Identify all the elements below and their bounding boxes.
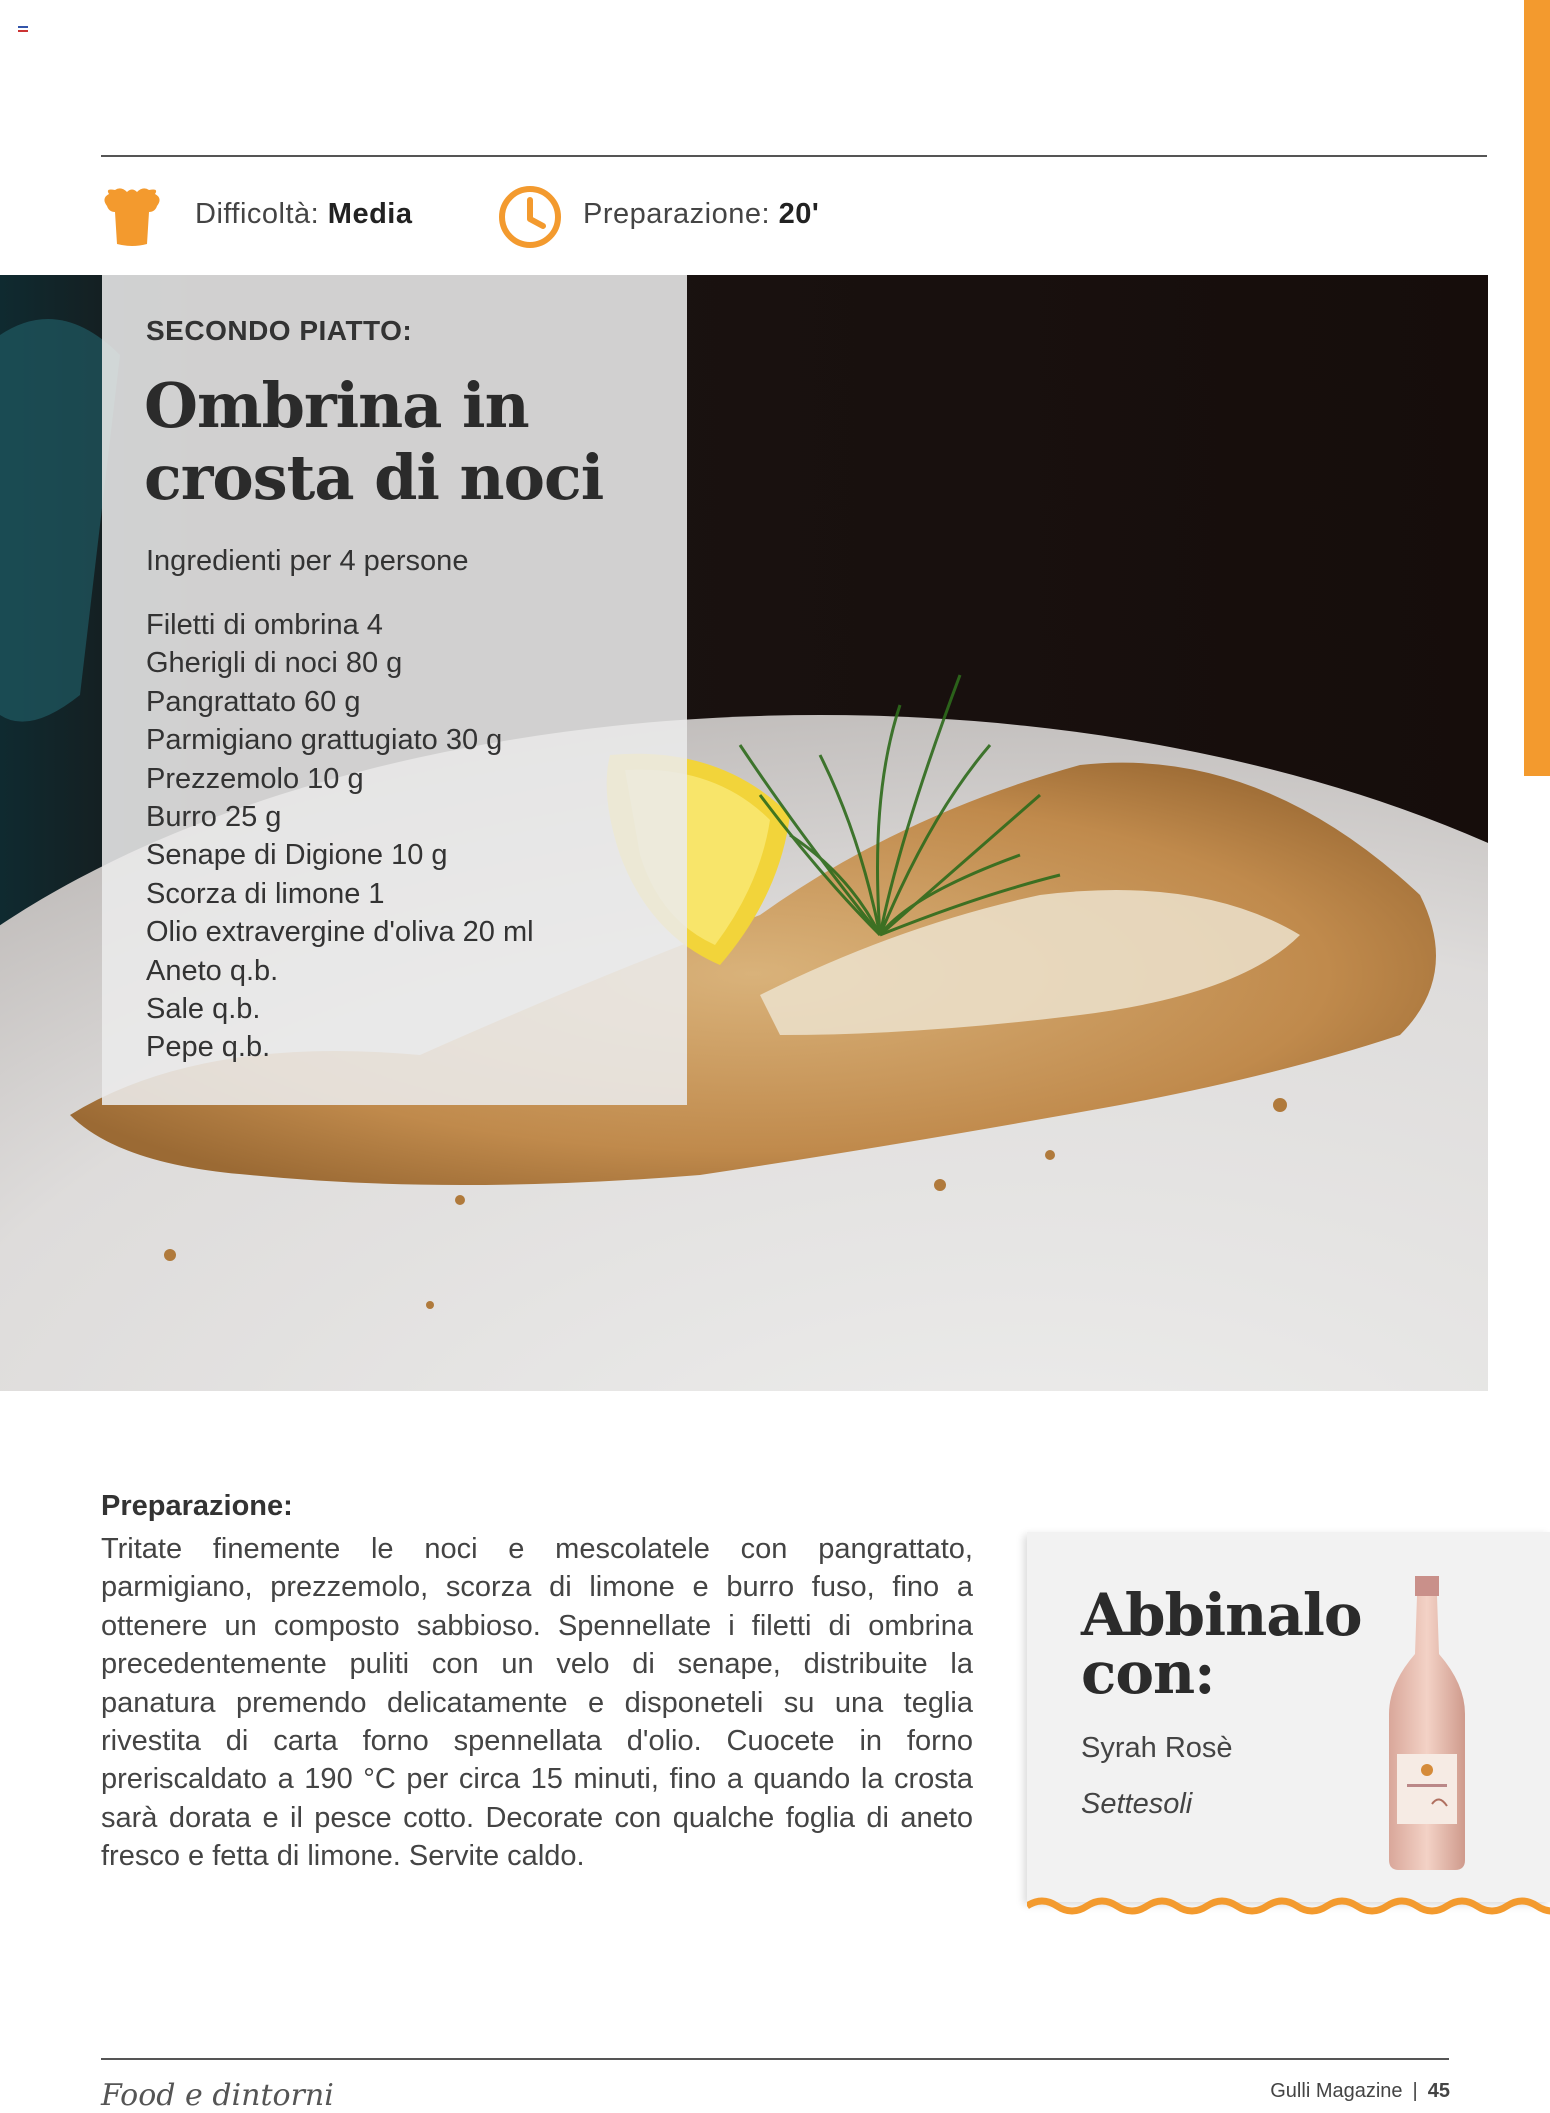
pairing-title — [1081, 1581, 1362, 1707]
pairing-title-line1: Abbinalo — [1081, 1581, 1362, 1649]
difficulty-label: Difficoltà: — [195, 198, 320, 230]
recipe-title-line1: Ombrina in — [144, 369, 529, 442]
chef-hat-icon — [101, 186, 163, 248]
bottom-divider — [101, 2058, 1449, 2060]
ingredients-panel — [102, 275, 687, 1105]
prep-time-value: 20' — [778, 198, 820, 230]
magazine-name: Gulli Magazine — [1270, 2080, 1403, 2102]
wavy-border — [1027, 1892, 1550, 1922]
ingredient-item: Pangrattato 60 g — [146, 685, 361, 718]
ingredient-item: Prezzemolo 10 g — [146, 762, 364, 795]
recipe-title-line2: crosta di noci — [144, 441, 604, 514]
prep-time-label: Preparazione: — [583, 198, 771, 230]
page-number: 45 — [1427, 2080, 1450, 2102]
wine-pairing-box — [1027, 1532, 1550, 1902]
sidebar-accent-bar — [1524, 0, 1550, 776]
ingredient-item: Aneto q.b. — [146, 954, 279, 987]
difficulty-value: Media — [327, 198, 413, 230]
ingredient-item: Scorza di limone 1 — [146, 877, 385, 910]
top-divider — [101, 155, 1487, 157]
recipe-meta — [101, 182, 1101, 252]
clock-icon — [497, 184, 563, 250]
prep-time — [583, 198, 819, 231]
wine-name: Syrah Rosè — [1081, 1732, 1233, 1764]
pairing-title-line2: con: — [1081, 1639, 1215, 1707]
course-label: SECONDO PIATTO: — [146, 315, 413, 346]
section-name: Food e dintorni — [101, 2078, 334, 2113]
footer-separator: | — [1412, 2080, 1418, 2102]
difficulty — [195, 198, 412, 231]
ingredient-item: Filetti di ombrina 4 — [146, 609, 383, 641]
ingredient-item: Pepe q.b. — [146, 1031, 271, 1064]
ingredient-item: Senape di Digione 10 g — [146, 839, 448, 872]
servings: Ingredienti per 4 persone — [146, 545, 469, 577]
corner-mark — [18, 20, 28, 27]
preparation-heading: Preparazione: — [101, 1490, 293, 1522]
ingredient-item: Burro 25 g — [146, 801, 282, 834]
recipe-title — [144, 370, 664, 514]
ingredient-item: Olio extravergine d'oliva 20 ml — [146, 916, 534, 949]
ingredient-list — [146, 606, 534, 1067]
footer-magazine — [1270, 2080, 1450, 2103]
wine-bottle-icon — [1377, 1574, 1477, 1874]
wine-producer: Settesoli — [1081, 1788, 1193, 1820]
ingredient-item: Gherigli di noci 80 g — [146, 647, 403, 680]
preparation-text: Tritate finemente le noci e mescolatele con pangrattato, parmigiano, prezzemolo, scorza di limone e burro fuso, fino a ottenere un composto sabbioso. Spennellate i filetti di ombrina precedentemente puliti con un velo di senape, distribuite la panatura premendo delicatamente e disponeteli su una teglia rivestita di carta forno spennellata d'olio. Cuocete in forno preriscaldato a 190 °C per circa 15 minuti, fino a quando la crosta sarà dorata e il pesce cotto. Decorate con qualche foglia di aneto fresco e fetta di limone. Servite caldo. — [101, 1533, 973, 1873]
ingredient-item: Parmigiano grattugiato 30 g — [146, 724, 503, 757]
ingredient-item: Sale q.b. — [146, 993, 261, 1026]
